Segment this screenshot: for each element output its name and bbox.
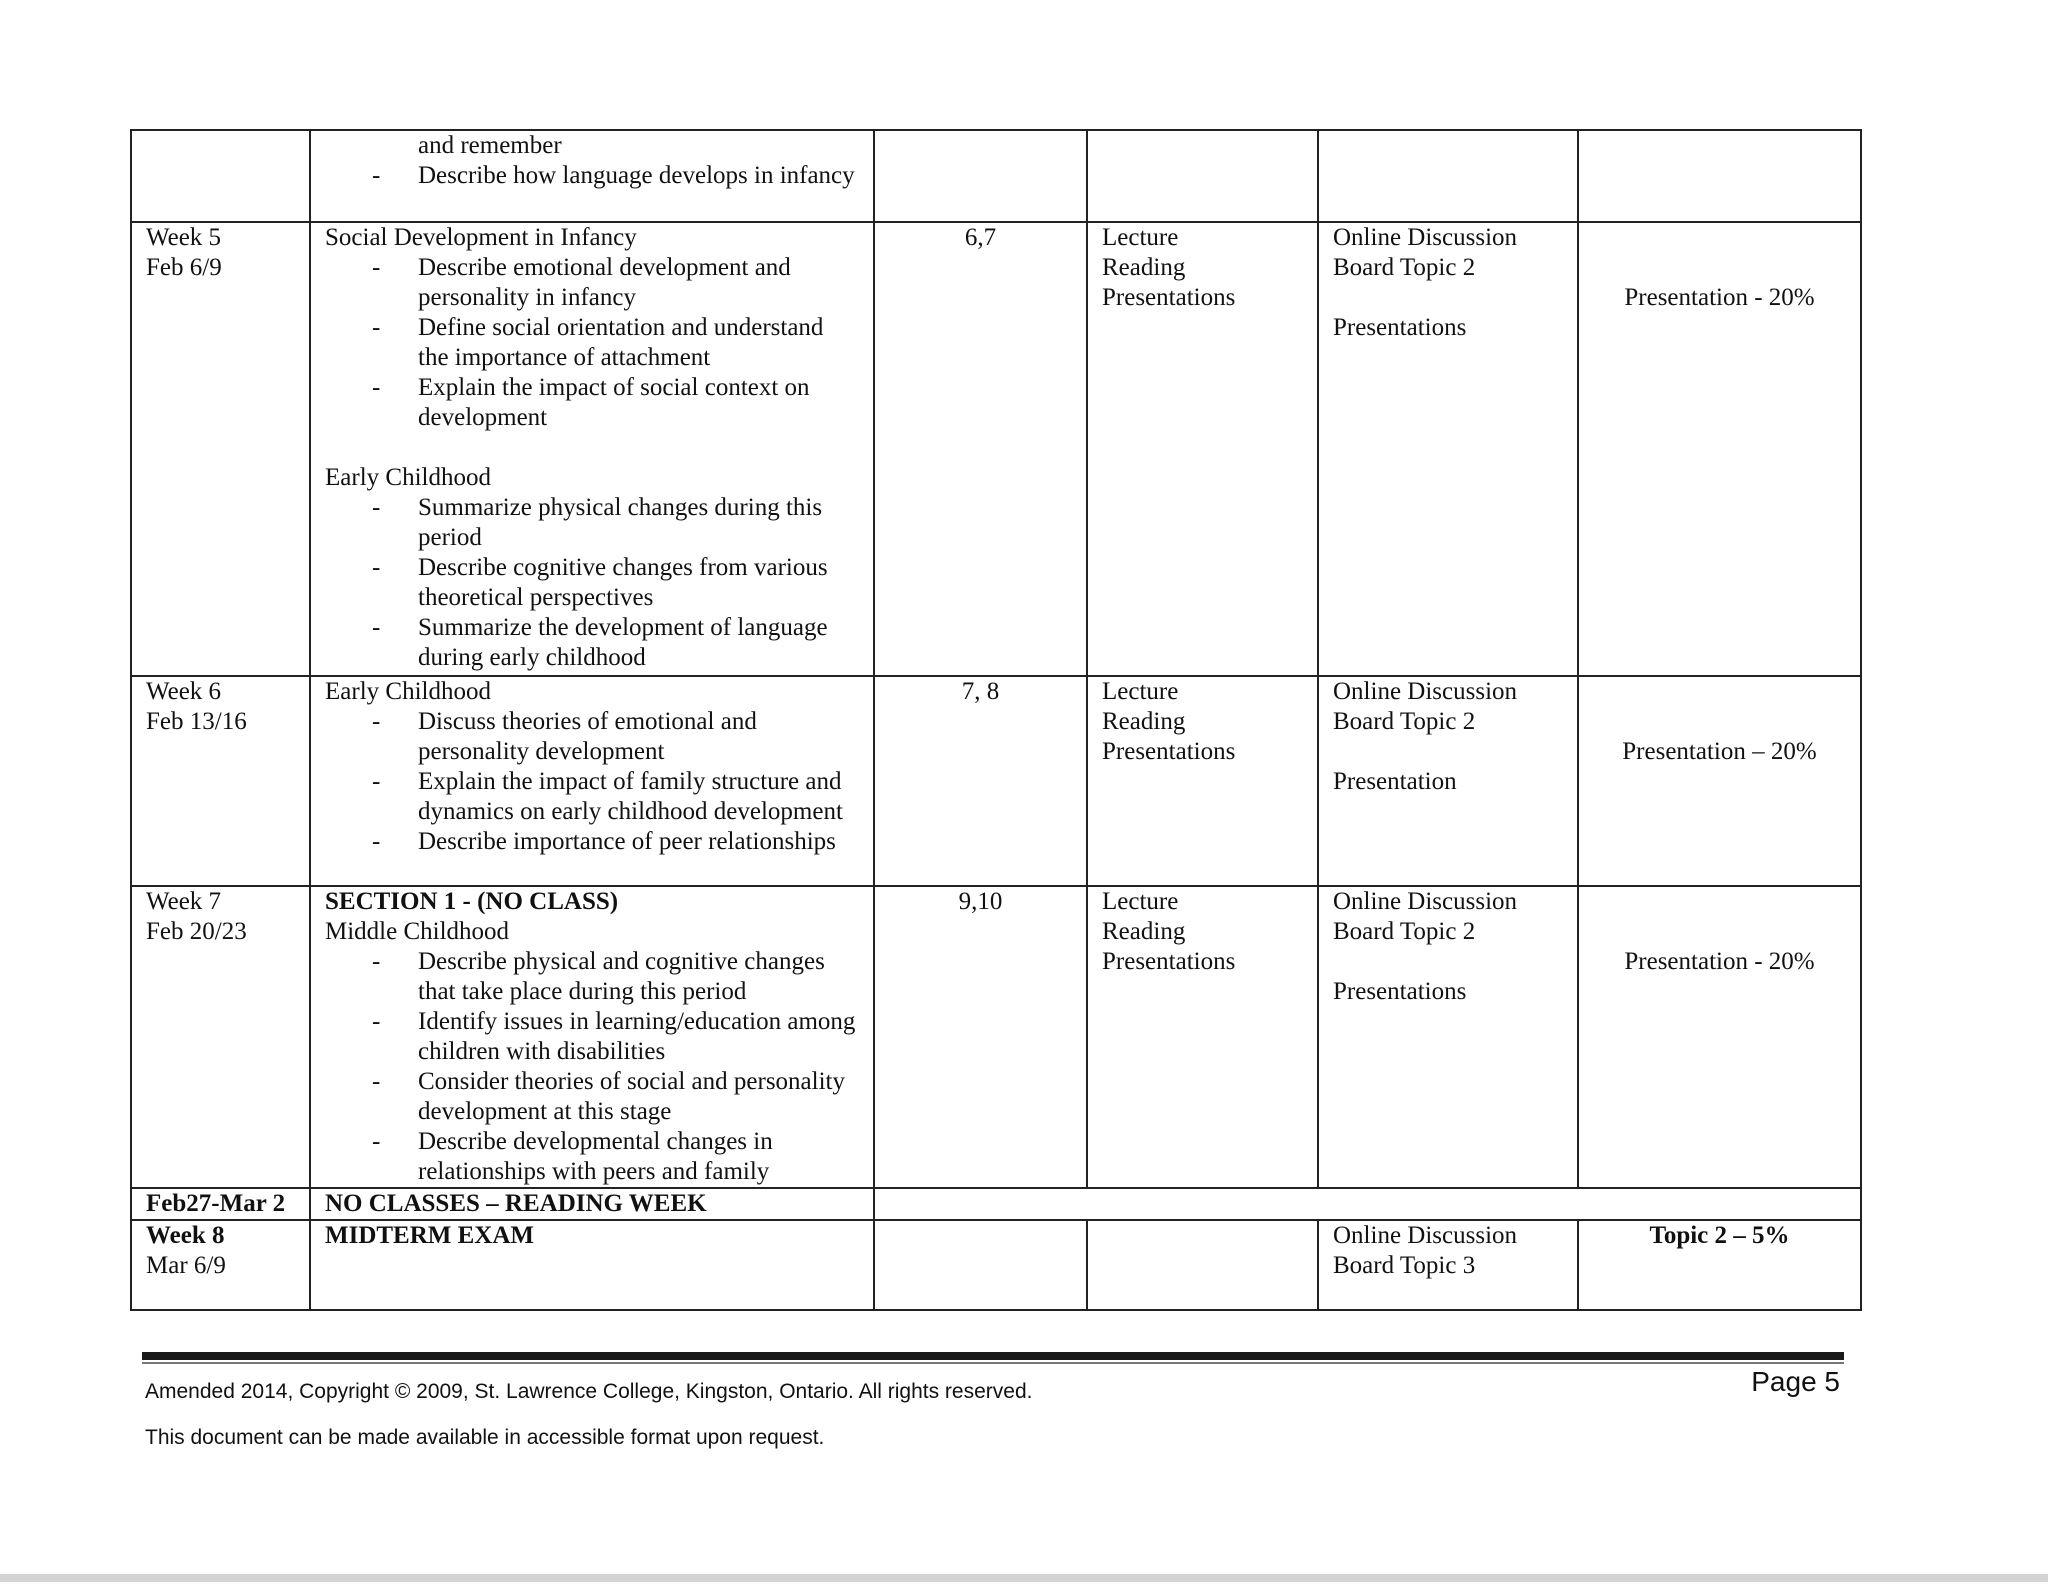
week-label: Week 7 xyxy=(146,888,222,915)
method-item: Presentations xyxy=(1102,284,1236,311)
table-row xyxy=(131,1188,1861,1220)
topic-bullet: - Explain the impact of family structure and dynamics on early childhood development xyxy=(418,767,859,827)
activity-item: Online Discussion Board Topic 2 xyxy=(1333,888,1518,945)
table-row xyxy=(131,1220,1861,1310)
week-date: Feb 13/16 xyxy=(146,708,247,735)
footer-rule xyxy=(142,1352,1844,1360)
methods-cell xyxy=(1087,676,1318,886)
evaluation-text: Presentation – 20% xyxy=(1622,738,1817,765)
topic-bullet: - Describe emotional development and personality in infancy xyxy=(418,253,859,313)
topic-bullet: - Describe developmental changes in relationships with peers and family xyxy=(418,1127,859,1187)
topic-cell: NO CLASSES – READING WEEK xyxy=(310,1188,874,1220)
footer-rule-thin xyxy=(142,1362,1844,1364)
activity-item: Presentations xyxy=(1333,978,1467,1005)
method-item: Lecture xyxy=(1102,678,1179,705)
accessibility-notice: This document can be made available in accessible format upon request. xyxy=(145,1426,825,1449)
chapters-cell: 6,7 xyxy=(874,222,1087,676)
method-item: Lecture xyxy=(1102,888,1179,915)
activities-cell xyxy=(1318,886,1578,1188)
topic-bullet: - Summarize physical changes during this period xyxy=(418,493,859,553)
methods-cell xyxy=(1087,222,1318,676)
methods-cell xyxy=(1087,130,1318,222)
method-item: Reading xyxy=(1102,254,1186,281)
topic-bullets xyxy=(325,707,859,857)
topic-cell xyxy=(310,886,874,1188)
evaluation-cell xyxy=(1578,130,1861,222)
topic-heading: Early Childhood xyxy=(325,678,491,705)
table-row xyxy=(131,222,1861,676)
table-row xyxy=(131,676,1861,886)
topic-bullet: - Consider theories of social and personality development at this stage xyxy=(418,1067,859,1127)
week-cell xyxy=(131,130,310,222)
topic-bullet: - Describe cognitive changes from various theoretical perspectives xyxy=(418,553,859,613)
week-date: Feb 6/9 xyxy=(146,254,222,281)
chapters-cell xyxy=(874,1220,1087,1310)
evaluation-text: Presentation - 20% xyxy=(1624,284,1815,311)
section-notice: SECTION 1 - (NO CLASS) xyxy=(325,888,619,915)
topic-bullet: - Discuss theories of emotional and personality development xyxy=(418,707,859,767)
topic-bullets xyxy=(325,161,859,191)
chapters-cell: 9,10 xyxy=(874,886,1087,1188)
topic-bullet: - Describe how language develops in infancy xyxy=(418,161,859,191)
topic-heading: Early Childhood xyxy=(325,464,491,491)
chapters-cell: 7, 8 xyxy=(874,676,1087,886)
topic-bullets xyxy=(325,253,859,433)
table-row xyxy=(131,886,1861,1188)
week-cell xyxy=(131,676,310,886)
course-schedule-table xyxy=(130,129,1862,1311)
topic-bullets xyxy=(325,947,859,1187)
activities-cell xyxy=(1318,1220,1578,1310)
methods-cell xyxy=(1087,1220,1318,1310)
evaluation-cell xyxy=(1578,886,1861,1188)
topic-cell: MIDTERM EXAM xyxy=(310,1220,874,1310)
topic-heading: Middle Childhood xyxy=(325,918,510,945)
week-label: Week 5 xyxy=(146,224,222,251)
week-cell xyxy=(131,886,310,1188)
methods-cell xyxy=(1087,886,1318,1188)
evaluation-text: Presentation - 20% xyxy=(1624,948,1815,975)
week-date: Feb 20/23 xyxy=(146,918,247,945)
activity-item: Online Discussion Board Topic 2 xyxy=(1333,678,1518,735)
week-cell xyxy=(131,1220,310,1310)
evaluation-cell: Topic 2 – 5% xyxy=(1578,1220,1861,1310)
topic-cell xyxy=(310,222,874,676)
evaluation-cell xyxy=(1578,676,1861,886)
page-number: Page 5 xyxy=(1751,1366,1840,1397)
method-item: Lecture xyxy=(1102,224,1179,251)
activities-cell xyxy=(1318,676,1578,886)
topic-cell xyxy=(310,130,874,222)
chapters-cell xyxy=(874,130,1087,222)
topic-heading: Social Development in Infancy xyxy=(325,224,637,251)
scan-edge xyxy=(0,1574,2048,1582)
topic-line: and remember xyxy=(418,132,562,159)
topic-bullet: - Identify issues in learning/education among children with disabilities xyxy=(418,1007,859,1067)
empty-cell xyxy=(874,1188,1861,1220)
week-date: Mar 6/9 xyxy=(146,1252,226,1279)
topic-bullet: - Explain the impact of social context on development xyxy=(418,373,859,433)
activity-item: Online Discussion Board Topic 3 xyxy=(1333,1222,1518,1279)
week-label: Week 6 xyxy=(146,678,222,705)
activity-item: Presentation xyxy=(1333,768,1457,795)
topic-bullet: - Describe importance of peer relationships xyxy=(418,827,859,857)
method-item: Presentations xyxy=(1102,738,1236,765)
topic-bullet: - Summarize the development of language during early childhood xyxy=(418,613,859,673)
topic-bullet: - Define social orientation and understand the importance of attachment xyxy=(418,313,859,373)
evaluation-cell xyxy=(1578,222,1861,676)
topic-bullet: - Describe physical and cognitive changes that take place during this period xyxy=(418,947,859,1007)
week-label: Week 8 xyxy=(146,1222,225,1249)
topic-bullets xyxy=(325,493,859,673)
activities-cell xyxy=(1318,130,1578,222)
activities-cell xyxy=(1318,222,1578,676)
copyright-notice: Amended 2014, Copyright © 2009, St. Lawrence College, Kingston, Ontario. All rights reserved. xyxy=(145,1380,1033,1403)
week-cell: Feb27-Mar 2 xyxy=(131,1188,310,1220)
method-item: Reading xyxy=(1102,708,1186,735)
method-item: Reading xyxy=(1102,918,1186,945)
week-cell xyxy=(131,222,310,676)
table-row xyxy=(131,130,1861,222)
topic-cell xyxy=(310,676,874,886)
method-item: Presentations xyxy=(1102,948,1236,975)
activity-item: Online Discussion Board Topic 2 xyxy=(1333,224,1518,281)
activity-item: Presentations xyxy=(1333,314,1467,341)
